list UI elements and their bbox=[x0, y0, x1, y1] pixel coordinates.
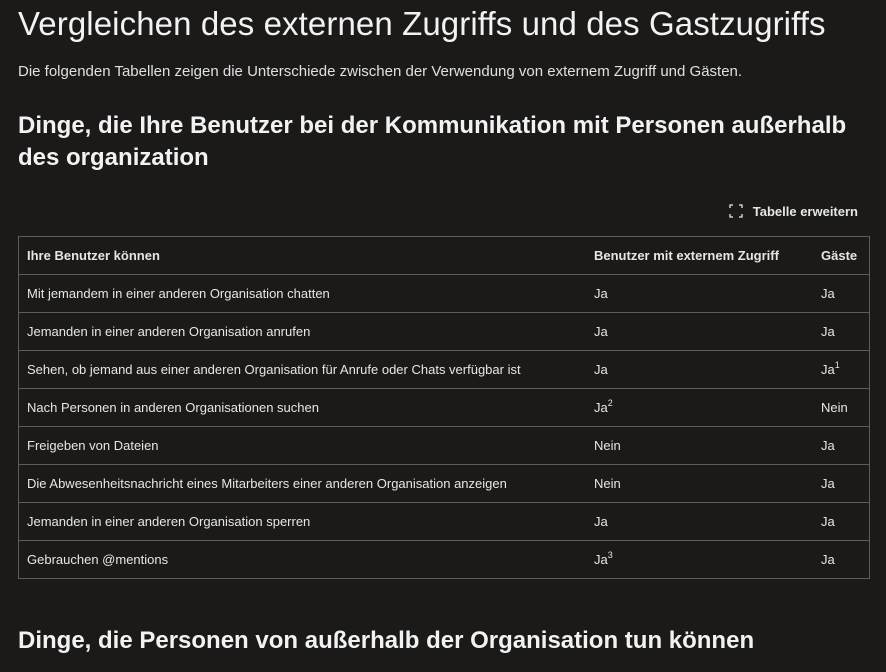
table-row bbox=[19, 351, 870, 389]
table-row bbox=[19, 275, 870, 313]
cell-external-value: Ja bbox=[594, 552, 608, 567]
cell-guest-value: Ja bbox=[821, 552, 835, 567]
cell-feature-value: Sehen, ob jemand aus einer anderen Organisation für Anrufe oder Chats verfügbar ist bbox=[27, 362, 521, 377]
intro-paragraph: Die folgenden Tabellen zeigen die Unterschiede zwischen der Verwendung von externem Zugriff und Gästen. bbox=[18, 63, 743, 80]
column-header-guests: Gäste bbox=[813, 237, 870, 275]
cell-guest bbox=[813, 427, 870, 465]
cell-external-value: Nein bbox=[594, 476, 621, 491]
cell-feature-value: Jemanden in einer anderen Organisation anrufen bbox=[27, 324, 311, 339]
cell-guest bbox=[813, 313, 870, 351]
cell-external bbox=[586, 541, 813, 579]
cell-guest-value: Ja bbox=[821, 438, 835, 453]
cell-guest-value: Ja bbox=[821, 286, 835, 301]
cell-feature bbox=[19, 313, 587, 351]
cell-feature-value: Jemanden in einer anderen Organisation sperren bbox=[27, 514, 311, 529]
expand-icon bbox=[729, 204, 743, 218]
cell-guest bbox=[813, 389, 870, 427]
column-header-feature: Ihre Benutzer können bbox=[19, 237, 587, 275]
cell-external-value: Ja bbox=[594, 362, 608, 377]
cell-feature-value: Gebrauchen @mentions bbox=[27, 552, 169, 567]
cell-feature bbox=[19, 465, 587, 503]
cell-external bbox=[586, 389, 813, 427]
cell-external-value: Ja bbox=[594, 400, 608, 415]
cell-feature bbox=[19, 503, 587, 541]
footnote-marker: 2 bbox=[607, 397, 613, 408]
expand-table-label: Tabelle erweitern bbox=[752, 203, 858, 219]
cell-guest bbox=[813, 541, 870, 579]
table-row bbox=[19, 389, 870, 427]
section-heading-external-people: Dinge, die Personen von außerhalb der Organisation tun können bbox=[18, 627, 755, 654]
cell-external bbox=[586, 503, 813, 541]
table-body bbox=[19, 275, 870, 579]
table-row bbox=[19, 541, 870, 579]
cell-external bbox=[586, 275, 813, 313]
cell-external-value: Ja bbox=[594, 286, 608, 301]
cell-guest bbox=[813, 275, 870, 313]
cell-external-value: Ja bbox=[594, 514, 608, 529]
footnote-marker: 3 bbox=[607, 549, 613, 560]
expand-table-button[interactable] bbox=[729, 204, 858, 219]
cell-guest-value: Ja bbox=[821, 324, 835, 339]
column-header-external: Benutzer mit externem Zugriff bbox=[586, 237, 813, 275]
cell-guest-value: Ja bbox=[821, 362, 835, 377]
table-toolbar bbox=[18, 201, 868, 221]
section-heading-users: Dinge, die Ihre Benutzer bei der Kommunikation mit Personen außerhalb des organization bbox=[18, 112, 847, 171]
cell-external-value: Ja bbox=[594, 324, 608, 339]
cell-guest bbox=[813, 351, 870, 389]
footnote-marker: 1 bbox=[834, 359, 840, 370]
cell-external bbox=[586, 351, 813, 389]
cell-external bbox=[586, 313, 813, 351]
cell-external bbox=[586, 465, 813, 503]
cell-feature-value: Freigeben von Dateien bbox=[27, 438, 159, 453]
cell-feature bbox=[19, 427, 587, 465]
cell-guest-value: Nein bbox=[821, 400, 848, 415]
table-row bbox=[19, 427, 870, 465]
cell-guest bbox=[813, 503, 870, 541]
cell-feature bbox=[19, 275, 587, 313]
comparison-table bbox=[18, 236, 870, 579]
page-title: Vergleichen des externen Zugriffs und des Gastzugriffs bbox=[18, 5, 826, 42]
table-row bbox=[19, 465, 870, 503]
cell-feature-value: Mit jemandem in einer anderen Organisation chatten bbox=[27, 286, 330, 301]
cell-guest-value: Ja bbox=[821, 514, 835, 529]
table-row bbox=[19, 503, 870, 541]
cell-guest bbox=[813, 465, 870, 503]
cell-feature bbox=[19, 351, 587, 389]
cell-feature bbox=[19, 541, 587, 579]
cell-feature-value: Nach Personen in anderen Organisationen suchen bbox=[27, 400, 319, 415]
cell-guest-value: Ja bbox=[821, 476, 835, 491]
table-row bbox=[19, 313, 870, 351]
cell-external bbox=[586, 427, 813, 465]
cell-feature bbox=[19, 389, 587, 427]
cell-external-value: Nein bbox=[594, 438, 621, 453]
table-header-row bbox=[19, 237, 870, 275]
cell-feature-value: Die Abwesenheitsnachricht eines Mitarbeiters einer anderen Organisation anzeigen bbox=[27, 476, 507, 491]
